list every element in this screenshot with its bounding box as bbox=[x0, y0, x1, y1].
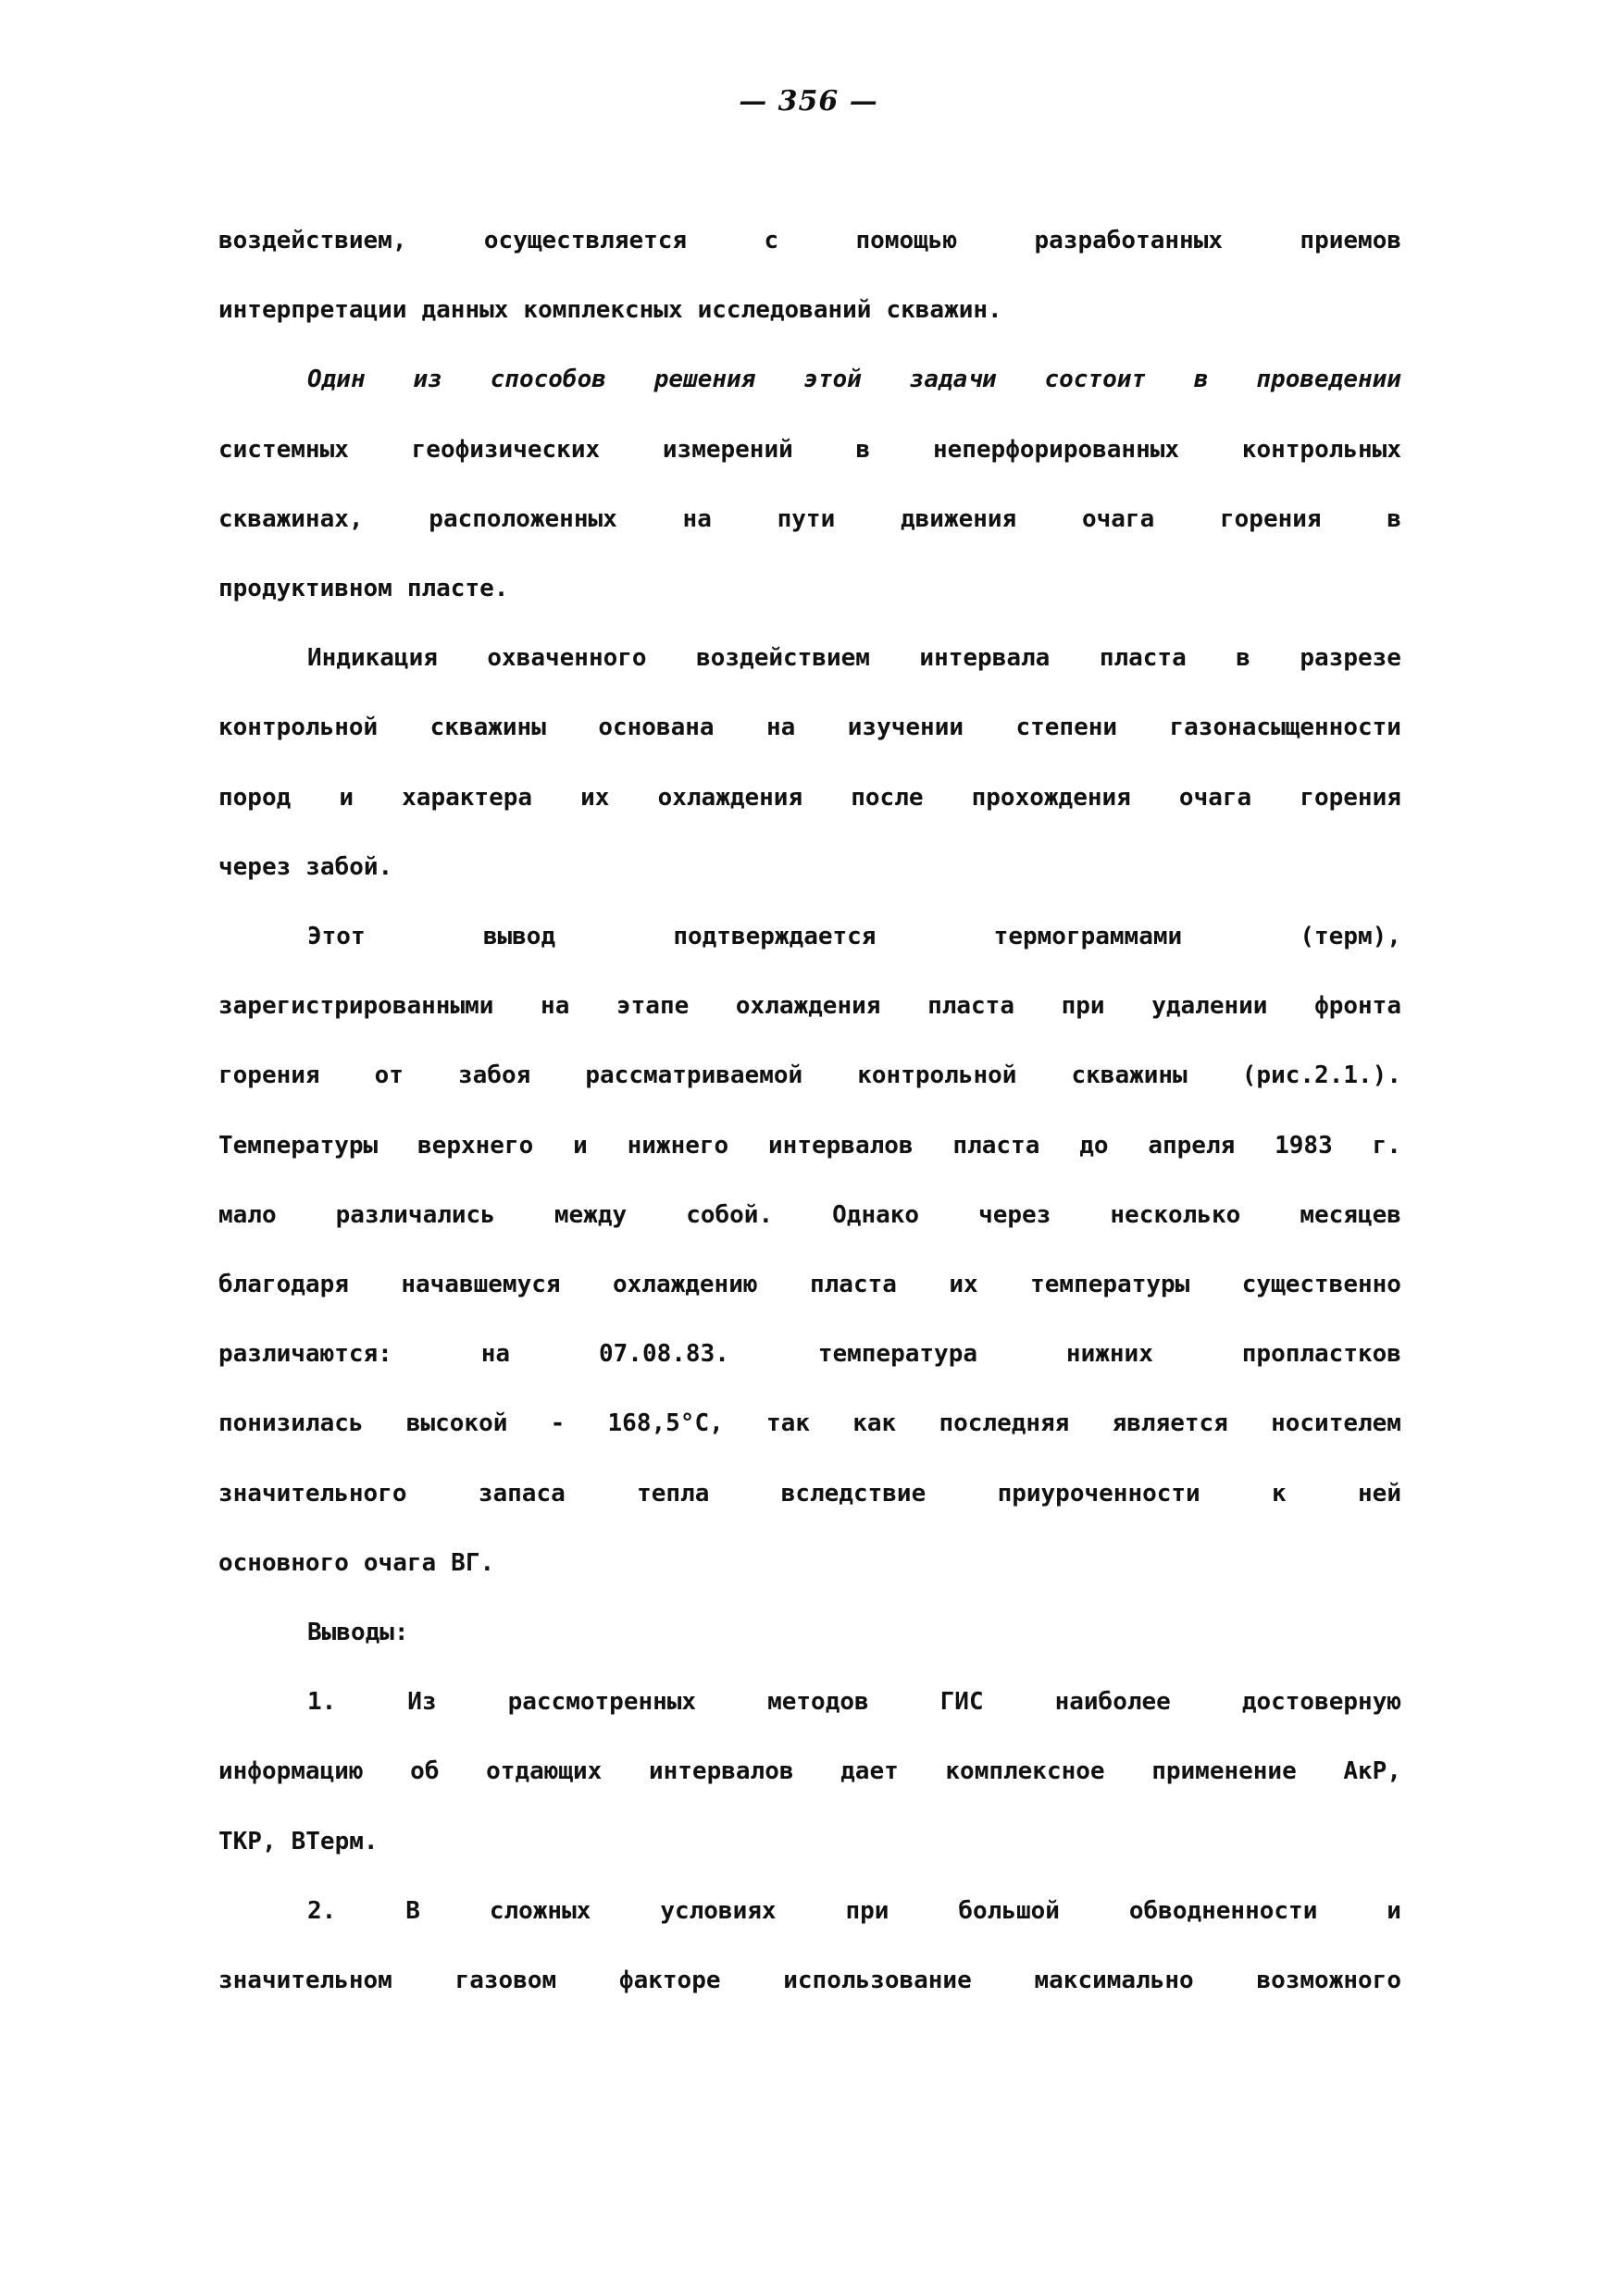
word: АкР, bbox=[1343, 1757, 1401, 1785]
word: прохождения bbox=[971, 784, 1131, 812]
word: характера bbox=[402, 784, 533, 812]
word: до bbox=[1079, 1132, 1109, 1160]
word: 07.08.83. bbox=[599, 1340, 729, 1368]
word: на bbox=[682, 505, 712, 533]
word: охлаждению bbox=[612, 1271, 758, 1298]
word: нижних bbox=[1065, 1340, 1153, 1368]
text-line bbox=[218, 222, 1401, 259]
word: на bbox=[541, 992, 570, 1020]
word: об bbox=[410, 1757, 440, 1785]
word: скважины bbox=[1071, 1061, 1188, 1089]
word: степени bbox=[1015, 714, 1118, 741]
word: интерпретации bbox=[218, 296, 407, 324]
word: очага bbox=[363, 1549, 437, 1577]
word: движения bbox=[900, 505, 1017, 533]
text-line bbox=[218, 292, 1401, 329]
word: горения bbox=[1220, 505, 1322, 533]
word: так bbox=[766, 1409, 810, 1437]
text-line bbox=[218, 709, 1401, 746]
word: неперфорированных bbox=[932, 436, 1180, 464]
word: как bbox=[852, 1409, 897, 1437]
text-line bbox=[307, 1683, 1401, 1720]
word: различаются: bbox=[218, 1340, 392, 1368]
word: использование bbox=[783, 1967, 972, 1994]
word: температура bbox=[817, 1340, 977, 1368]
word: при bbox=[845, 1897, 889, 1925]
word: основана bbox=[598, 714, 715, 741]
word: большой bbox=[958, 1897, 1060, 1925]
word: в bbox=[1236, 644, 1250, 672]
word: к bbox=[1272, 1480, 1287, 1508]
word: благодаря bbox=[218, 1271, 349, 1298]
word: носителем bbox=[1271, 1409, 1401, 1437]
word: пропластков bbox=[1241, 1340, 1401, 1368]
word: газонасыщенности bbox=[1169, 714, 1401, 741]
word: обводненности bbox=[1128, 1897, 1318, 1925]
word: воздействием, bbox=[218, 227, 407, 254]
word: 2. bbox=[307, 1897, 337, 1925]
word: возможного bbox=[1256, 1967, 1401, 1994]
text-line bbox=[307, 918, 1401, 955]
word: изучении bbox=[847, 714, 964, 741]
text-line bbox=[218, 570, 1401, 607]
text-line bbox=[218, 501, 1401, 538]
word: пласта bbox=[1099, 644, 1187, 672]
word: ВТерм. bbox=[291, 1828, 379, 1855]
word: охлаждения bbox=[657, 784, 803, 812]
word: ней bbox=[1358, 1480, 1401, 1508]
word: несколько bbox=[1110, 1201, 1241, 1229]
text-line bbox=[218, 1197, 1401, 1234]
word: состоит bbox=[1044, 366, 1147, 393]
word: различались bbox=[335, 1201, 495, 1229]
text-line bbox=[307, 361, 1401, 398]
word: запаса bbox=[478, 1480, 566, 1508]
word: забой. bbox=[305, 853, 393, 881]
word: 1983 bbox=[1275, 1132, 1333, 1160]
text-line bbox=[307, 1614, 1401, 1651]
text-line bbox=[218, 1823, 1401, 1860]
word: Из bbox=[407, 1688, 437, 1716]
word: зарегистрированными bbox=[218, 992, 494, 1020]
word: охваченного bbox=[487, 644, 647, 672]
text-line bbox=[218, 987, 1401, 1024]
word: нижнего bbox=[627, 1132, 729, 1160]
word: ГИС bbox=[939, 1688, 984, 1716]
word: дает bbox=[840, 1757, 899, 1785]
word: основного bbox=[218, 1549, 349, 1577]
word: существенно bbox=[1241, 1271, 1401, 1298]
word: Однако bbox=[832, 1201, 920, 1229]
word: (терм), bbox=[1300, 923, 1401, 950]
word: является bbox=[1112, 1409, 1228, 1437]
word: достоверную bbox=[1241, 1688, 1401, 1716]
word: помощью bbox=[855, 227, 958, 254]
word: системных bbox=[218, 436, 349, 464]
word: забоя bbox=[458, 1061, 531, 1089]
word: между bbox=[554, 1201, 628, 1229]
word: очага bbox=[1178, 784, 1252, 812]
word: пласта bbox=[927, 992, 1014, 1020]
word: Этот bbox=[307, 923, 366, 950]
word: и bbox=[573, 1132, 588, 1160]
word: высокой bbox=[405, 1409, 508, 1437]
word: из bbox=[413, 366, 442, 393]
word: на bbox=[766, 714, 796, 741]
text-line bbox=[218, 1475, 1401, 1512]
word: разработанных bbox=[1034, 227, 1224, 254]
text-line bbox=[218, 1545, 1401, 1582]
word: апреля bbox=[1148, 1132, 1236, 1160]
text-line bbox=[218, 849, 1401, 886]
word: контрольной bbox=[218, 714, 379, 741]
word: применение bbox=[1151, 1757, 1297, 1785]
word: Температуры bbox=[218, 1132, 379, 1160]
word: интервалов bbox=[768, 1132, 914, 1160]
word: месяцев bbox=[1300, 1201, 1401, 1229]
text-line bbox=[218, 1057, 1401, 1094]
word: разрезе bbox=[1300, 644, 1401, 672]
word: верхнего bbox=[417, 1132, 534, 1160]
word: приуроченности bbox=[997, 1480, 1200, 1508]
word: расположенных bbox=[429, 505, 617, 533]
word: в bbox=[1193, 366, 1209, 393]
word: контрольной bbox=[857, 1061, 1017, 1089]
word: от bbox=[374, 1061, 404, 1089]
page-number: — 356 — bbox=[739, 85, 878, 118]
text-line bbox=[218, 1127, 1401, 1164]
word: вследствие bbox=[780, 1480, 927, 1508]
word: фронта bbox=[1314, 992, 1401, 1020]
word: через bbox=[978, 1201, 1051, 1229]
word: измерений bbox=[662, 436, 793, 464]
word: геофизических bbox=[411, 436, 601, 464]
word: скважин. bbox=[886, 296, 1002, 324]
word: решения bbox=[653, 366, 756, 393]
word: методов bbox=[767, 1688, 869, 1716]
word: факторе bbox=[618, 1967, 721, 1994]
word: условиях bbox=[660, 1897, 777, 1925]
word: данных bbox=[421, 296, 509, 324]
word: интервала bbox=[919, 644, 1051, 672]
word: при bbox=[1061, 992, 1105, 1020]
word: отдающих bbox=[486, 1757, 603, 1785]
word: скважины bbox=[429, 714, 546, 741]
word: продуктивном bbox=[218, 575, 392, 602]
word: вывод bbox=[482, 923, 556, 950]
word: понизилась bbox=[218, 1409, 364, 1437]
word: осуществляется bbox=[483, 227, 688, 254]
word: 1. bbox=[307, 1688, 337, 1716]
word: задачи bbox=[909, 366, 997, 393]
word: ТКР, bbox=[218, 1828, 277, 1855]
word: пласта bbox=[809, 1271, 897, 1298]
word: их bbox=[580, 784, 610, 812]
word: Выводы: bbox=[307, 1619, 409, 1646]
word: горения bbox=[218, 1061, 320, 1089]
word: рассматриваемой bbox=[585, 1061, 803, 1089]
text-line bbox=[307, 639, 1401, 676]
word: удалении bbox=[1151, 992, 1268, 1020]
word: пород bbox=[218, 784, 292, 812]
word: с bbox=[764, 227, 779, 254]
word: (рис.2.1.). bbox=[1241, 1061, 1401, 1089]
text-line bbox=[218, 1753, 1401, 1790]
text-line bbox=[307, 1893, 1401, 1930]
word: скважинах, bbox=[218, 505, 364, 533]
word: Индикация bbox=[307, 644, 438, 672]
word: горения bbox=[1300, 784, 1401, 812]
word: в bbox=[855, 436, 871, 464]
word: начавшемуся bbox=[401, 1271, 561, 1298]
word: информацию bbox=[218, 1757, 364, 1785]
word: пути bbox=[777, 505, 836, 533]
word: пласта bbox=[952, 1132, 1040, 1160]
word: очага bbox=[1081, 505, 1155, 533]
word: пласте. bbox=[406, 575, 509, 602]
word: - bbox=[550, 1409, 566, 1437]
word: наиболее bbox=[1054, 1688, 1171, 1716]
word: значительном bbox=[218, 1967, 392, 1994]
word: рассмотренных bbox=[507, 1688, 697, 1716]
text-line bbox=[218, 779, 1401, 816]
word: Один bbox=[307, 366, 366, 393]
word: значительного bbox=[218, 1480, 407, 1508]
word: контрольных bbox=[1241, 436, 1401, 464]
word: максимально bbox=[1034, 1967, 1194, 1994]
text-line bbox=[218, 1335, 1401, 1372]
word: В bbox=[405, 1897, 420, 1925]
text-line bbox=[218, 1962, 1401, 1999]
text-line bbox=[218, 1266, 1401, 1303]
word: подтверждается bbox=[673, 923, 877, 950]
word: сложных bbox=[489, 1897, 591, 1925]
word: комплексных bbox=[523, 296, 683, 324]
word: тепла bbox=[637, 1480, 710, 1508]
word: в bbox=[1387, 505, 1401, 533]
word: охлаждения bbox=[735, 992, 881, 1020]
word: 168,5°C, bbox=[607, 1409, 724, 1437]
word: комплексное bbox=[945, 1757, 1105, 1785]
word: и bbox=[1387, 1897, 1401, 1925]
word: собой. bbox=[686, 1201, 774, 1229]
word: температуры bbox=[1030, 1271, 1190, 1298]
word: газовом bbox=[454, 1967, 557, 1994]
word: через bbox=[218, 853, 292, 881]
word: этапе bbox=[616, 992, 690, 1020]
word: и bbox=[339, 784, 354, 812]
word: ВГ. bbox=[451, 1549, 495, 1577]
word: на bbox=[480, 1340, 511, 1368]
word: воздействием bbox=[696, 644, 870, 672]
word: приемов bbox=[1300, 227, 1401, 254]
text-line bbox=[218, 431, 1401, 468]
word: исследований bbox=[697, 296, 872, 324]
word: способов bbox=[490, 366, 606, 393]
word: термограммами bbox=[993, 923, 1183, 950]
word: их bbox=[949, 1271, 978, 1298]
text-line bbox=[218, 1405, 1401, 1442]
word: проведении bbox=[1256, 366, 1401, 393]
word: мало bbox=[218, 1201, 277, 1229]
word: этой bbox=[803, 366, 862, 393]
word: после bbox=[851, 784, 924, 812]
word: интервалов bbox=[648, 1757, 794, 1785]
word: последняя bbox=[939, 1409, 1070, 1437]
word: г. bbox=[1372, 1132, 1401, 1160]
